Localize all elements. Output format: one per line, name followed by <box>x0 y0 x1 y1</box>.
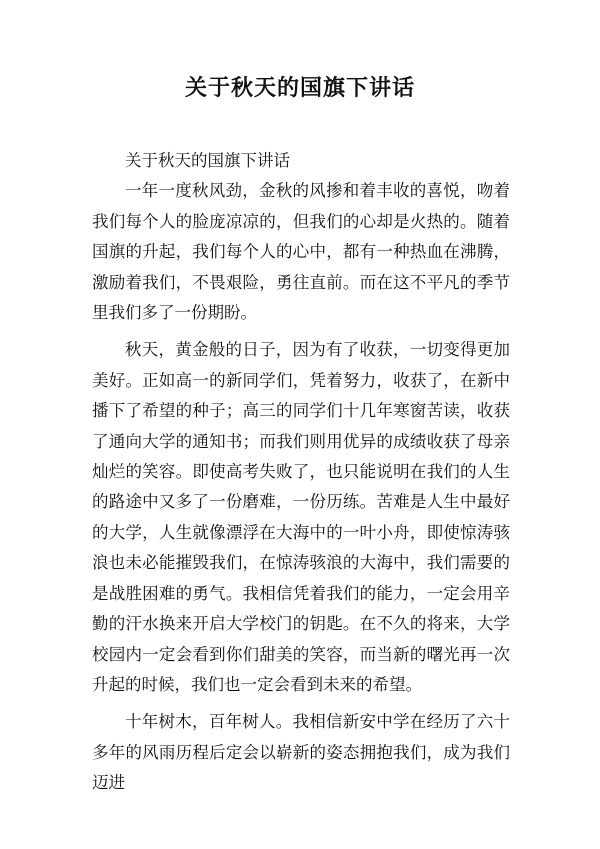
document-subtitle: 关于秋天的国旗下讲话 <box>125 151 290 170</box>
paragraph-1: 一年一度秋风劲，金秋的风掺和着丰收的喜悦，吻着我们每个人的脸庞凉凉的，但我们的心却是火热的。随着国旗的升起，我们每个人的心中，都有一种热血在沸腾，激励着我们，不畏艰险，勇往直前。而在这不平凡的季节里我们多了一份期盼。 <box>92 181 510 323</box>
document-body <box>92 146 510 799</box>
document-title: 关于秋天的国旗下讲话 <box>184 75 415 101</box>
paragraph-2: 秋天，黄金般的日子，因为有了收获，一切变得更加美好。正如高一的新同学们，凭着努力，收获了，在新中播下了希望的种子；高三的同学们十几年寒窗苦读，收获了通向大学的通知书；而我们则用优异的成绩收获了母亲灿烂的笑容。即使高考失败了，也只能说明在我们的人生的路途中又多了一份磨难，一份历练。苦难是人生中最好的大学，人生就像漂浮在大海中的一叶小舟，即使惊涛骇浪也未必能摧毁我们，在惊涛骇浪的大海中，我们需要的是战胜困难的勇气。我相信凭着我们的能力，一定会用辛勤的汗水换来开启大学校门的钥匙。在不久的将来，大学校园内一定会看到你们甜美的笑容，而当新的曙光再一次升起的时候，我们也一定会看到未来的希望。 <box>92 340 510 694</box>
paragraph-3: 十年树木，百年树人。我相信新安中学在经历了六十多年的风雨历程后定会以崭新的姿态拥抱我们，成为我们迈进 <box>92 712 510 793</box>
